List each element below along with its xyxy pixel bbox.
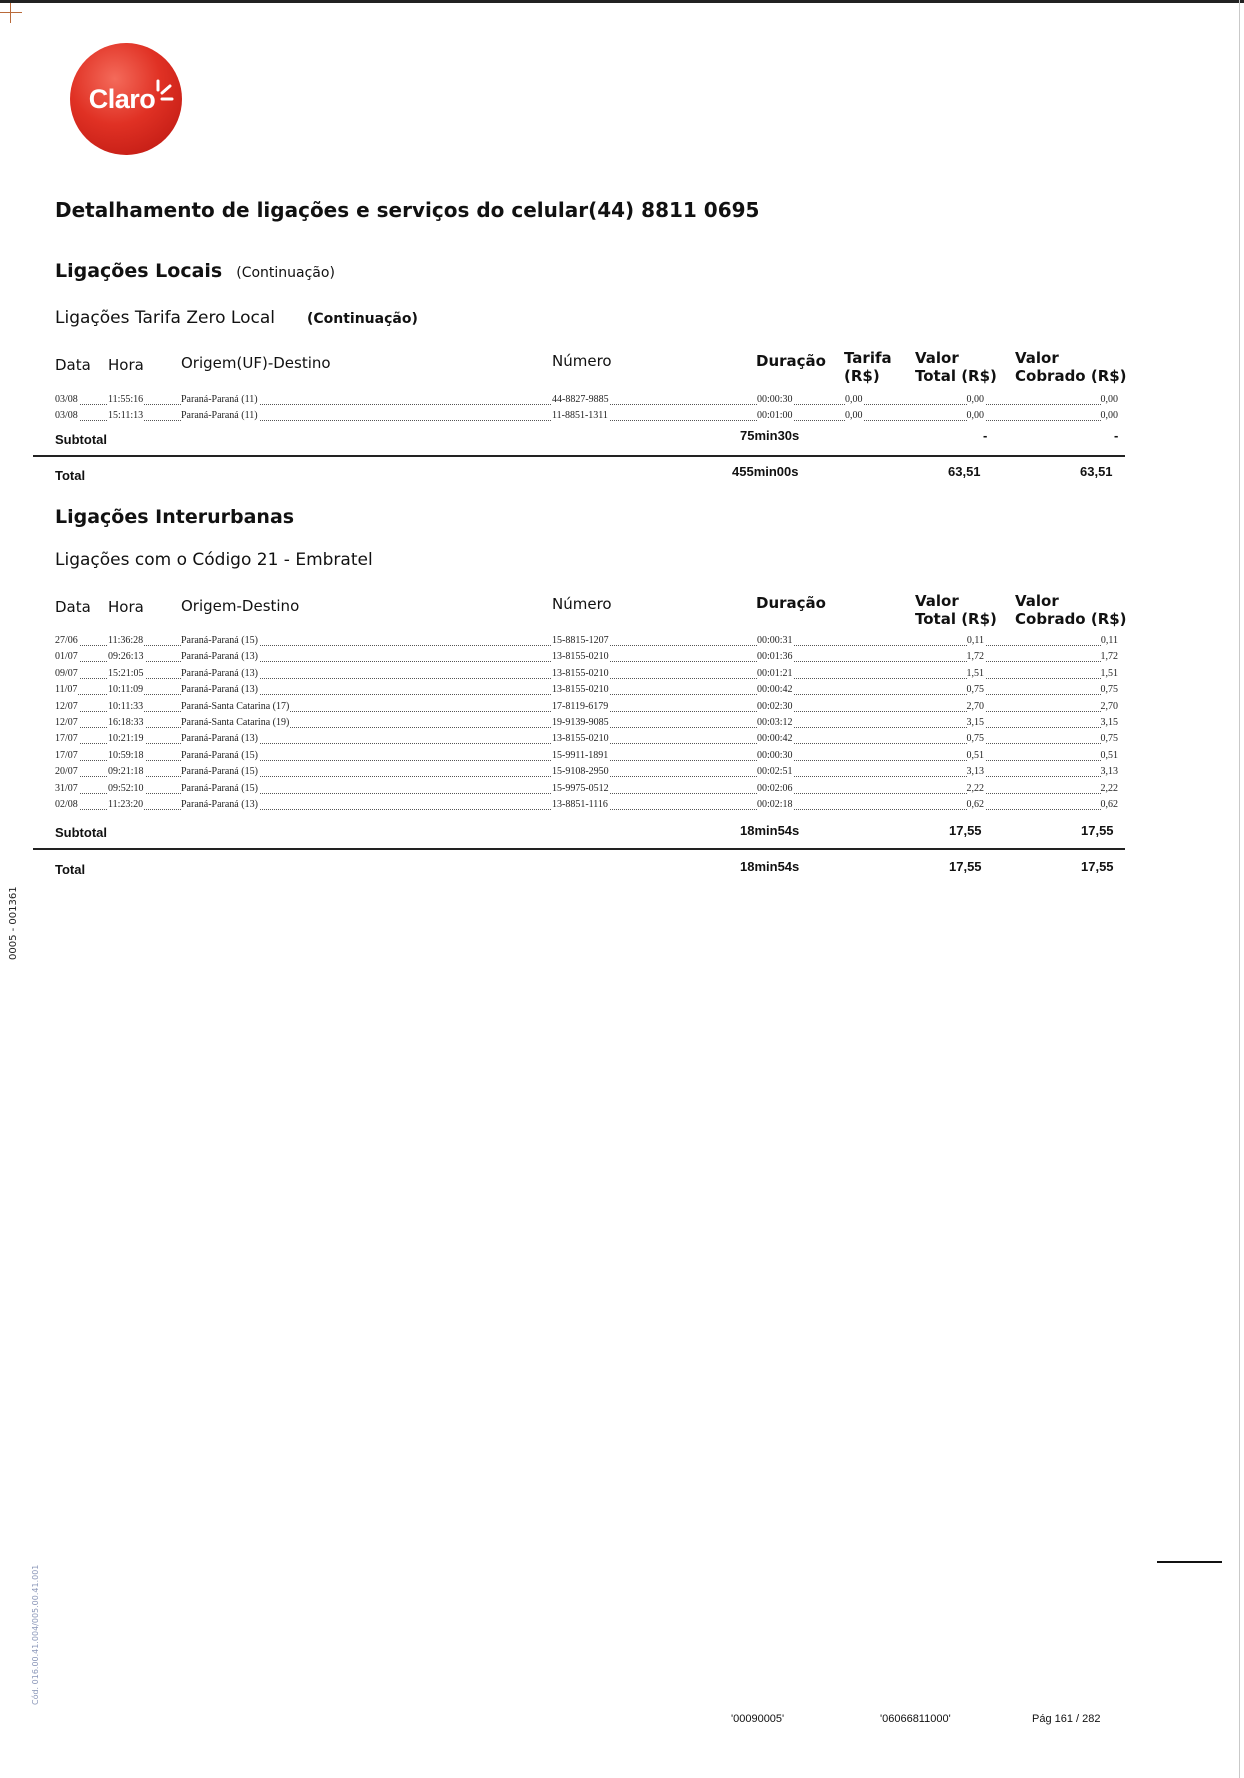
- cell-origem: Paraná-Paraná (13): [181, 667, 258, 679]
- cell-duracao: 00:02:18: [757, 799, 793, 810]
- cell-origem: Paraná-Paraná (11): [181, 410, 258, 421]
- col-header-data: Data: [55, 356, 91, 374]
- col-header-tarifa: Tarifa: [844, 349, 892, 367]
- total-rule: [33, 455, 1125, 457]
- cell-hora: 09:52:10: [108, 782, 144, 794]
- cell-numero: 13-8155-0210: [552, 667, 609, 679]
- cell-data: 31/07: [55, 782, 78, 794]
- cell-origem: Paraná-Paraná (13): [181, 733, 258, 745]
- footer-code-2: '06066811000': [880, 1713, 951, 1725]
- col-header-valor-cobrado: Valor: [1015, 592, 1059, 610]
- cell-hora: 10:11:33: [108, 700, 144, 712]
- subsection-heading-tarifa-zero: [55, 308, 418, 328]
- cell-total: 1,51: [966, 667, 984, 679]
- col-header-hora: Hora: [108, 598, 144, 616]
- cell-origem: Paraná-Paraná (13): [181, 799, 258, 810]
- cell-hora: 10:59:18: [108, 749, 144, 761]
- top-border: [0, 0, 1244, 3]
- section-heading-interurbanas: Ligações Interurbanas: [55, 506, 295, 528]
- cell-hora: 09:21:18: [108, 766, 144, 778]
- claro-logo: [70, 43, 182, 155]
- cell-data: 09/07: [55, 667, 78, 679]
- cell-hora: 09:26:13: [108, 651, 144, 663]
- cell-origem: Paraná-Santa Catarina (17): [181, 700, 290, 712]
- subsection-heading-embratel: Ligações com o Código 21 - Embratel: [55, 550, 373, 570]
- margin-dash: [1157, 1561, 1222, 1563]
- local-subtotal-total: -: [983, 428, 988, 443]
- cell-numero: 19-9139-9085: [552, 717, 609, 728]
- inter-total-label: Total: [55, 862, 86, 877]
- local-total-duracao: 455min00s: [732, 464, 799, 479]
- cell-total: 0,11: [966, 635, 984, 646]
- table-row: [55, 394, 1119, 409]
- cell-duracao: 00:01:00: [757, 410, 793, 421]
- cell-numero: 13-8155-0210: [552, 733, 609, 745]
- inter-subtotal-total: 17,55: [949, 823, 982, 838]
- footer-code-1: '00090005': [731, 1713, 785, 1725]
- col-header-numero: Número: [552, 595, 612, 613]
- inter-total-duracao: 18min54s: [740, 859, 800, 874]
- cell-origem: Paraná-Paraná (11): [181, 394, 258, 405]
- table-row: [55, 701, 1119, 716]
- cell-data: 12/07: [55, 700, 78, 712]
- local-total-total: 63,51: [948, 464, 981, 479]
- continuation-label: (Continuação): [236, 265, 335, 281]
- cell-duracao: 00:00:42: [757, 733, 793, 745]
- cell-cobrado: 0,11: [1100, 635, 1118, 646]
- crop-mark: [0, 12, 22, 13]
- cell-data: 11/07: [55, 684, 78, 696]
- cell-hora: 10:21:19: [108, 733, 144, 745]
- cell-cobrado: 0,00: [1100, 410, 1118, 421]
- cell-duracao: 00:01:36: [757, 651, 793, 663]
- col-header-hora: Hora: [108, 356, 144, 374]
- col-header-valor-cobrado: Valor: [1015, 349, 1059, 367]
- local-total-label: Total: [55, 468, 86, 483]
- cell-origem: Paraná-Paraná (15): [181, 749, 258, 761]
- cell-hora: 16:18:33: [108, 717, 144, 728]
- cell-duracao: 00:00:30: [757, 394, 793, 405]
- cell-total: 3,15: [966, 717, 984, 728]
- cell-cobrado: 2,22: [1100, 782, 1118, 794]
- cell-tarifa: 0,00: [845, 410, 863, 421]
- table-row: [55, 668, 1119, 683]
- cell-hora: 10:11:09: [108, 684, 144, 696]
- section-heading-text: Ligações Locais: [55, 260, 223, 282]
- cell-tarifa: 0,00: [845, 394, 863, 405]
- cell-duracao: 00:00:30: [757, 749, 793, 761]
- table-row: [55, 717, 1119, 732]
- cell-data: 12/07: [55, 717, 78, 728]
- cell-cobrado: 0,62: [1100, 799, 1118, 810]
- col-header-tarifa-unit: (R$): [844, 367, 880, 385]
- cell-cobrado: 1,51: [1100, 667, 1118, 679]
- col-header-data: Data: [55, 598, 91, 616]
- cell-data: 03/08: [55, 410, 78, 421]
- cell-numero: 15-9911-1891: [552, 749, 609, 761]
- cell-duracao: 00:00:31: [757, 635, 793, 646]
- col-header-valor-total: Valor: [915, 349, 959, 367]
- table-row: [55, 783, 1119, 798]
- col-header-duracao: Duração: [756, 352, 826, 370]
- subsection-heading-text: Ligações Tarifa Zero Local: [55, 308, 275, 328]
- cell-data: 02/08: [55, 799, 78, 810]
- cell-total: 2,70: [966, 700, 984, 712]
- logo-text: Claro: [88, 83, 156, 114]
- signal-rays-icon: [152, 77, 174, 107]
- col-header-duracao: Duração: [756, 594, 826, 612]
- cell-total: 0,00: [966, 410, 984, 421]
- cell-hora: 11:55:16: [108, 394, 144, 405]
- table-row: [55, 410, 1119, 425]
- cell-cobrado: 0,51: [1100, 749, 1118, 761]
- cell-data: 01/07: [55, 651, 78, 663]
- cell-numero: 17-8119-6179: [552, 700, 609, 712]
- cell-origem: Paraná-Paraná (15): [181, 635, 258, 646]
- cell-data: 17/07: [55, 749, 78, 761]
- page-title: Detalhamento de ligações e serviços do celular(44) 8811 0695: [55, 198, 760, 222]
- col-header-valor-total-2: Total (R$): [915, 367, 997, 385]
- section-heading-local: [55, 260, 335, 282]
- cell-data: 17/07: [55, 733, 78, 745]
- table-row: [55, 651, 1119, 666]
- inter-total-cobrado: 17,55: [1081, 859, 1114, 874]
- crop-mark: [10, 3, 11, 23]
- cell-duracao: 00:03:12: [757, 717, 793, 728]
- cell-numero: 13-8851-1116: [552, 799, 608, 810]
- cell-numero: 13-8155-0210: [552, 684, 609, 696]
- table-row: [55, 766, 1119, 781]
- side-form-code: Cód. 016.00.41.004/005.00.41.001: [31, 1564, 40, 1705]
- cell-cobrado: 0,75: [1100, 733, 1118, 745]
- cell-duracao: 00:02:51: [757, 766, 793, 778]
- cell-total: 1,72: [966, 651, 984, 663]
- total-rule: [33, 848, 1125, 850]
- cell-origem: Paraná-Paraná (15): [181, 766, 258, 778]
- cell-cobrado: 2,70: [1100, 700, 1118, 712]
- continuation-label: (Continuação): [306, 311, 418, 327]
- cell-hora: 11:23:20: [108, 799, 144, 810]
- cell-duracao: 00:02:30: [757, 700, 793, 712]
- footer-page-number: Pág 161 / 282: [1032, 1713, 1101, 1725]
- cell-numero: 15-8815-1207: [552, 635, 609, 646]
- cell-hora: 15:11:13: [108, 410, 144, 421]
- inter-subtotal-duracao: 18min54s: [740, 823, 800, 838]
- local-total-cobrado: 63,51: [1080, 464, 1113, 479]
- cell-numero: 15-9975-0512: [552, 782, 609, 794]
- cell-numero: 44-8827-9885: [552, 394, 609, 405]
- col-header-valor-cobrado-2: Cobrado (R$): [1015, 610, 1127, 628]
- cell-total: 3,13: [966, 766, 984, 778]
- cell-duracao: 00:02:06: [757, 782, 793, 794]
- cell-cobrado: 3,15: [1100, 717, 1118, 728]
- inter-subtotal-cobrado: 17,55: [1081, 823, 1114, 838]
- cell-hora: 11:36:28: [108, 635, 144, 646]
- cell-total: 2,22: [966, 782, 984, 794]
- cell-origem: Paraná-Paraná (13): [181, 684, 258, 696]
- col-header-origem: Origem-Destino: [181, 597, 300, 615]
- local-subtotal-label: Subtotal: [55, 432, 107, 447]
- table-row: [55, 733, 1119, 748]
- cell-cobrado: 0,00: [1100, 394, 1118, 405]
- table-row: [55, 750, 1119, 765]
- col-header-origem: Origem(UF)-Destino: [181, 354, 331, 372]
- page-edge: [1239, 0, 1240, 1778]
- cell-total: 0,75: [966, 684, 984, 696]
- col-header-valor-total: Valor: [915, 592, 959, 610]
- cell-total: 0,75: [966, 733, 984, 745]
- cell-origem: Paraná-Santa Catarina (19): [181, 717, 290, 728]
- table-row: [55, 684, 1119, 699]
- cell-hora: 15:21:05: [108, 667, 144, 679]
- cell-numero: 11-8851-1311: [552, 410, 608, 421]
- cell-total: 0,00: [966, 394, 984, 405]
- local-subtotal-duracao: 75min30s: [740, 428, 800, 443]
- inter-total-total: 17,55: [949, 859, 982, 874]
- inter-subtotal-label: Subtotal: [55, 825, 107, 840]
- cell-cobrado: 3,13: [1100, 766, 1118, 778]
- cell-numero: 13-8155-0210: [552, 651, 609, 663]
- cell-origem: Paraná-Paraná (13): [181, 651, 258, 663]
- side-control-code: 0005 - 001361: [8, 886, 19, 960]
- cell-cobrado: 0,75: [1100, 684, 1118, 696]
- cell-data: 27/06: [55, 635, 78, 646]
- table-row: [55, 799, 1119, 814]
- cell-total: 0,62: [966, 799, 984, 810]
- cell-data: 03/08: [55, 394, 78, 405]
- col-header-numero: Número: [552, 352, 612, 370]
- cell-total: 0,51: [966, 749, 984, 761]
- cell-numero: 15-9108-2950: [552, 766, 609, 778]
- cell-duracao: 00:01:21: [757, 667, 793, 679]
- cell-duracao: 00:00:42: [757, 684, 793, 696]
- table-row: [55, 635, 1119, 650]
- col-header-valor-cobrado-2: Cobrado (R$): [1015, 367, 1127, 385]
- cell-data: 20/07: [55, 766, 78, 778]
- col-header-valor-total-2: Total (R$): [915, 610, 997, 628]
- cell-origem: Paraná-Paraná (15): [181, 782, 258, 794]
- cell-cobrado: 1,72: [1100, 651, 1118, 663]
- local-subtotal-cobrado: -: [1114, 428, 1119, 443]
